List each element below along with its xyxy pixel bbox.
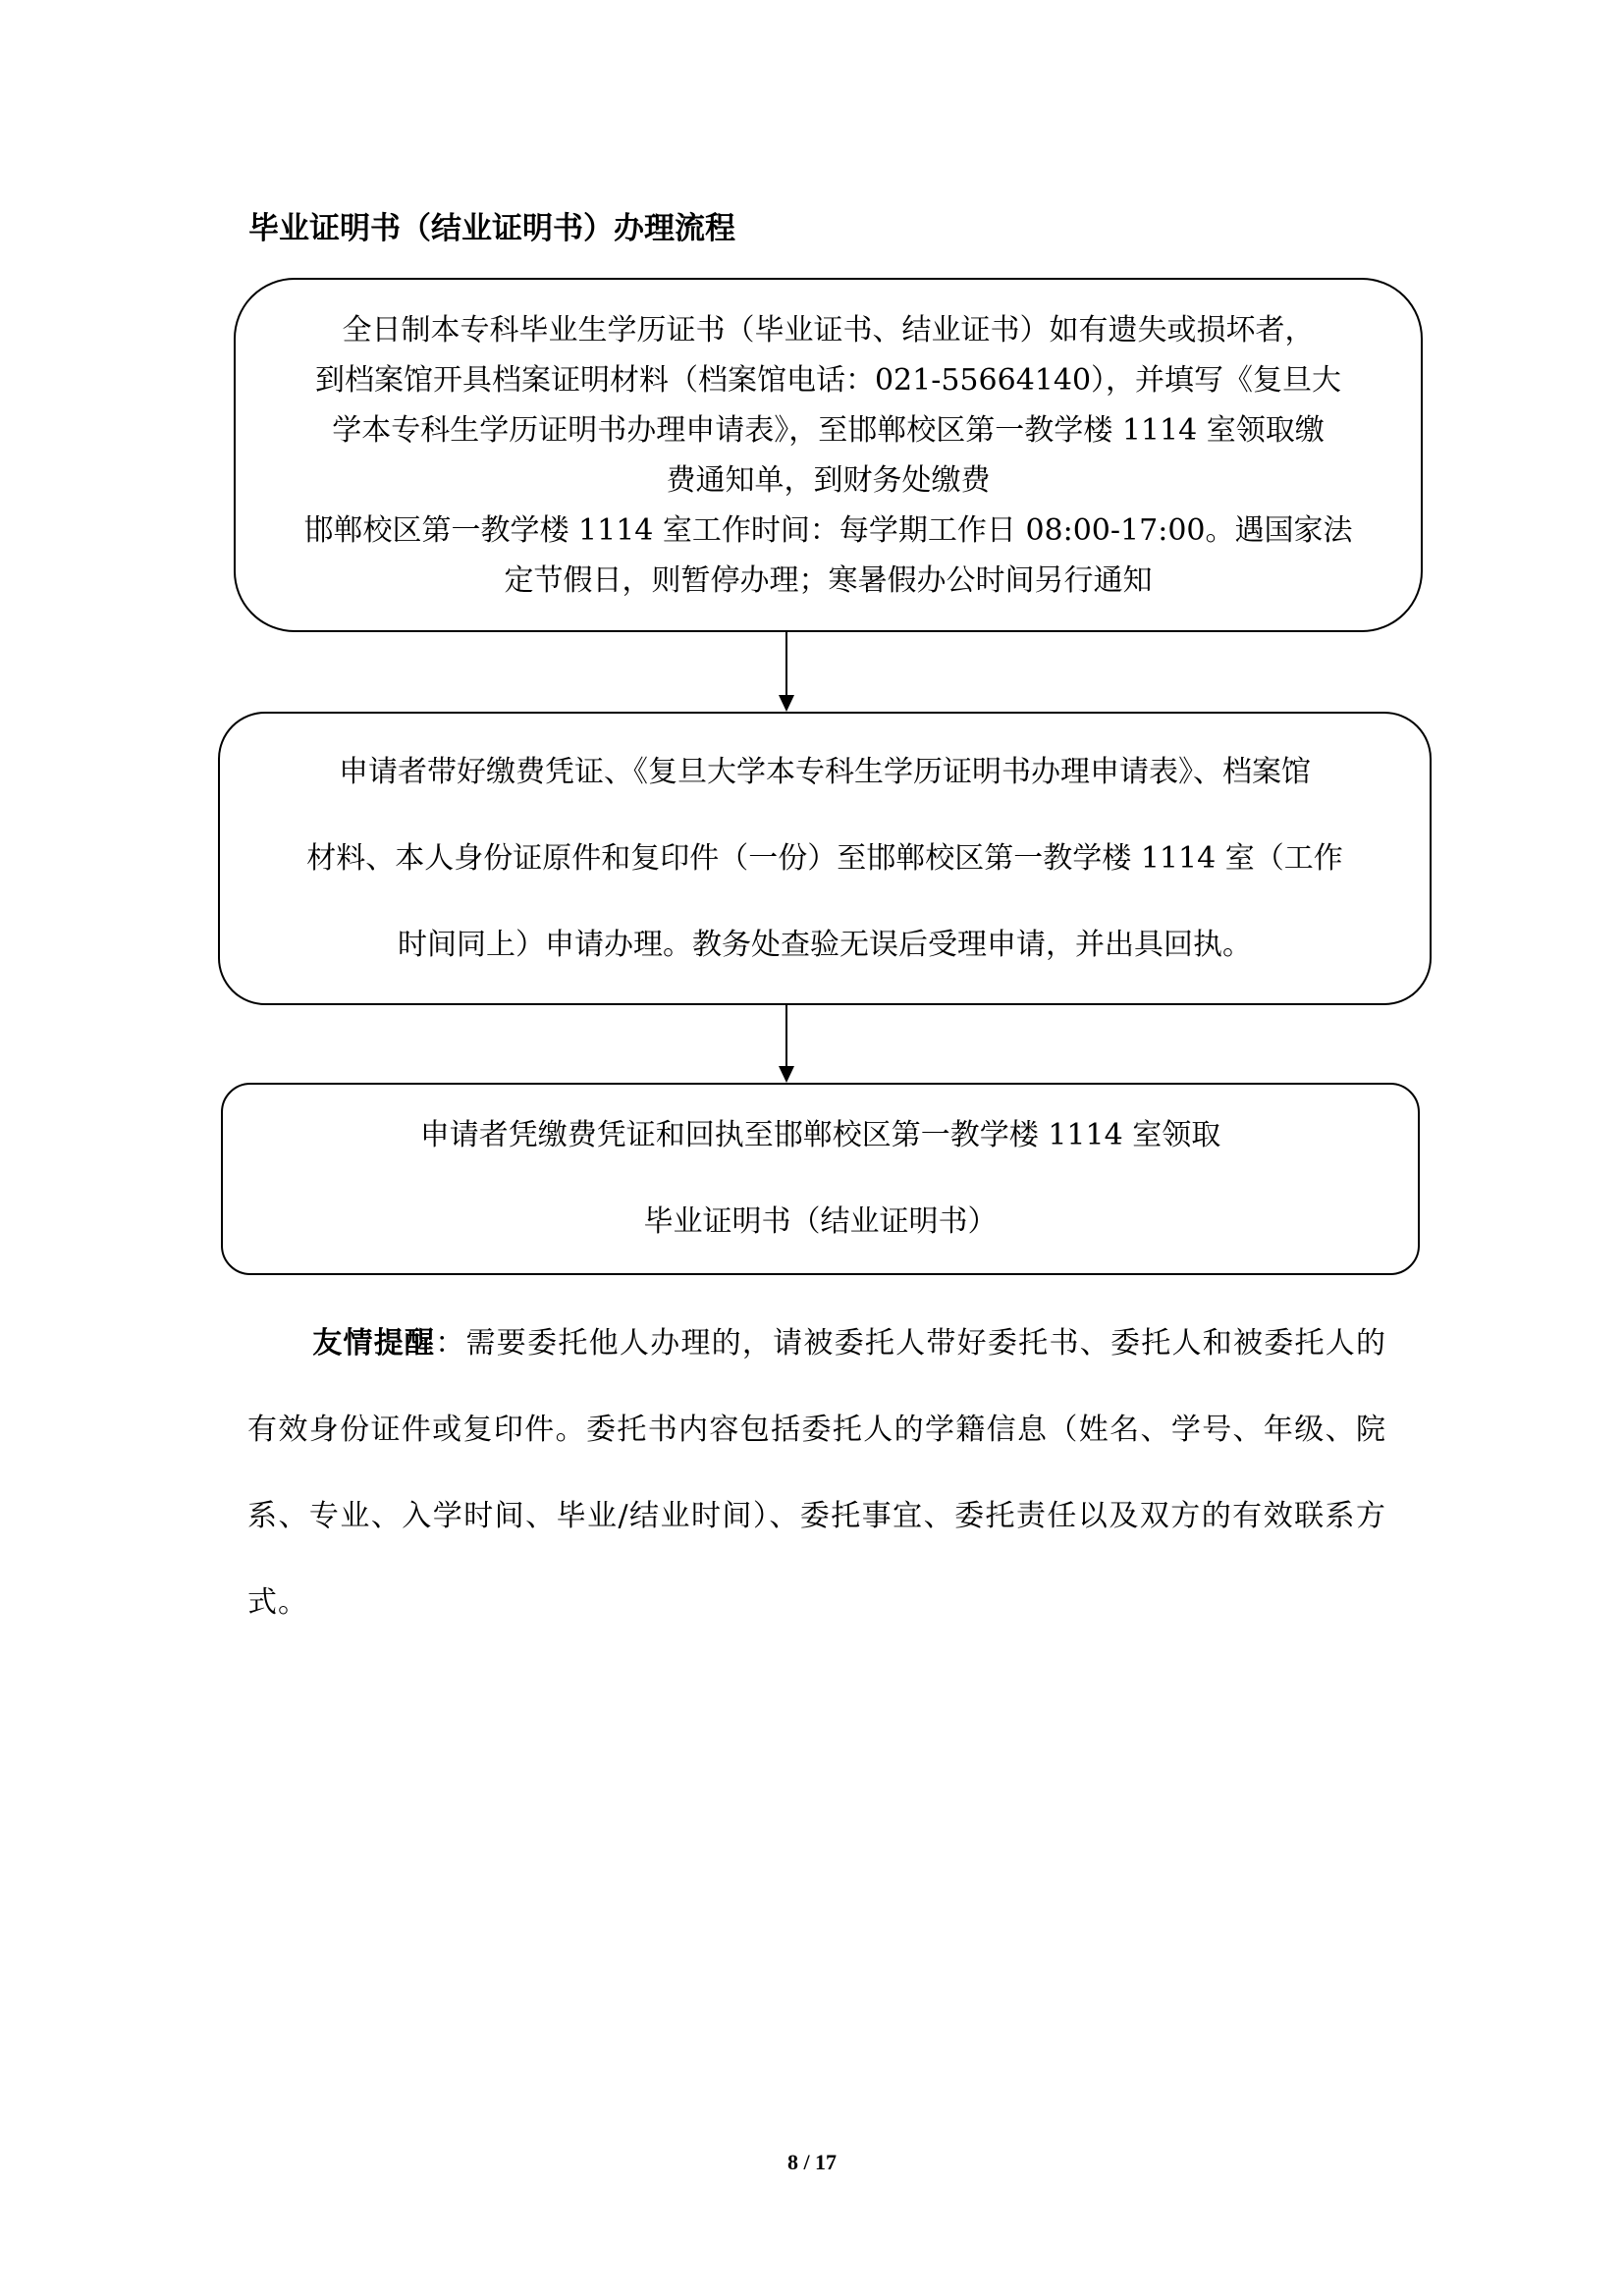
step-1-line: 定节假日，则暂停办理；寒暑假办公时间另行通知 — [504, 562, 1153, 598]
reminder-label: 友情提醒 — [312, 1326, 436, 1361]
flow-connector-2 — [785, 1005, 787, 1066]
page-number: 8 / 17 — [786, 2150, 838, 2174]
step-2-line: 申请者带好缴费凭证、《复旦大学本专科生学历证明书办理申请表》、档案馆 — [339, 754, 1311, 789]
flow-step-1 — [234, 278, 1423, 632]
step-2-line: 时间同上）申请办理。教务处查验无误后受理申请，并出具回执。 — [398, 927, 1252, 962]
step-1-line: 学本专科生学历证明书办理申请表》，至邯郸校区第一教学楼 1114 室领取缴 — [332, 412, 1325, 448]
arrow-down-icon — [779, 1066, 794, 1083]
page-title: 毕业证明书（结业证明书）办理流程 — [248, 211, 735, 246]
reminder-text: ：需要委托他人办理的，请被委托人带好委托书、委托人和被委托人的有效身份证件或复印件。委托书内容包括委托人的学籍信息（姓名、学号、年级、院系、专业、入学时间、毕业/结业时间）、委托事宜、委托责任以及双方的有效联系方式。 — [247, 1326, 1387, 1620]
reminder-paragraph — [247, 1301, 1386, 1646]
step-1-line: 邯郸校区第一教学楼 1114 室工作时间：每学期工作日 08:00-17:00。遇国家法 — [303, 512, 1353, 548]
flow-step-2 — [218, 712, 1432, 1005]
step-3-line: 毕业证明书（结业证明书） — [643, 1204, 998, 1239]
arrow-down-icon — [779, 695, 794, 712]
step-1-line: 费通知单，到财务处缴费 — [666, 462, 991, 498]
step-1-line: 全日制本专科毕业生学历证书（毕业证书、结业证书）如有遗失或损坏者， — [342, 312, 1315, 347]
step-3-line: 申请者凭缴费凭证和回执至邯郸校区第一教学楼 1114 室领取 — [419, 1118, 1221, 1152]
flow-step-3 — [221, 1083, 1420, 1275]
flow-connector-1 — [785, 632, 787, 695]
step-1-line: 到档案馆开具档案证明材料（档案馆电话：021-55664140），并填写《复旦大 — [314, 362, 1342, 398]
step-2-line: 材料、本人身份证原件和复印件（一份）至邯郸校区第一教学楼 1114 室（工作 — [306, 840, 1343, 876]
